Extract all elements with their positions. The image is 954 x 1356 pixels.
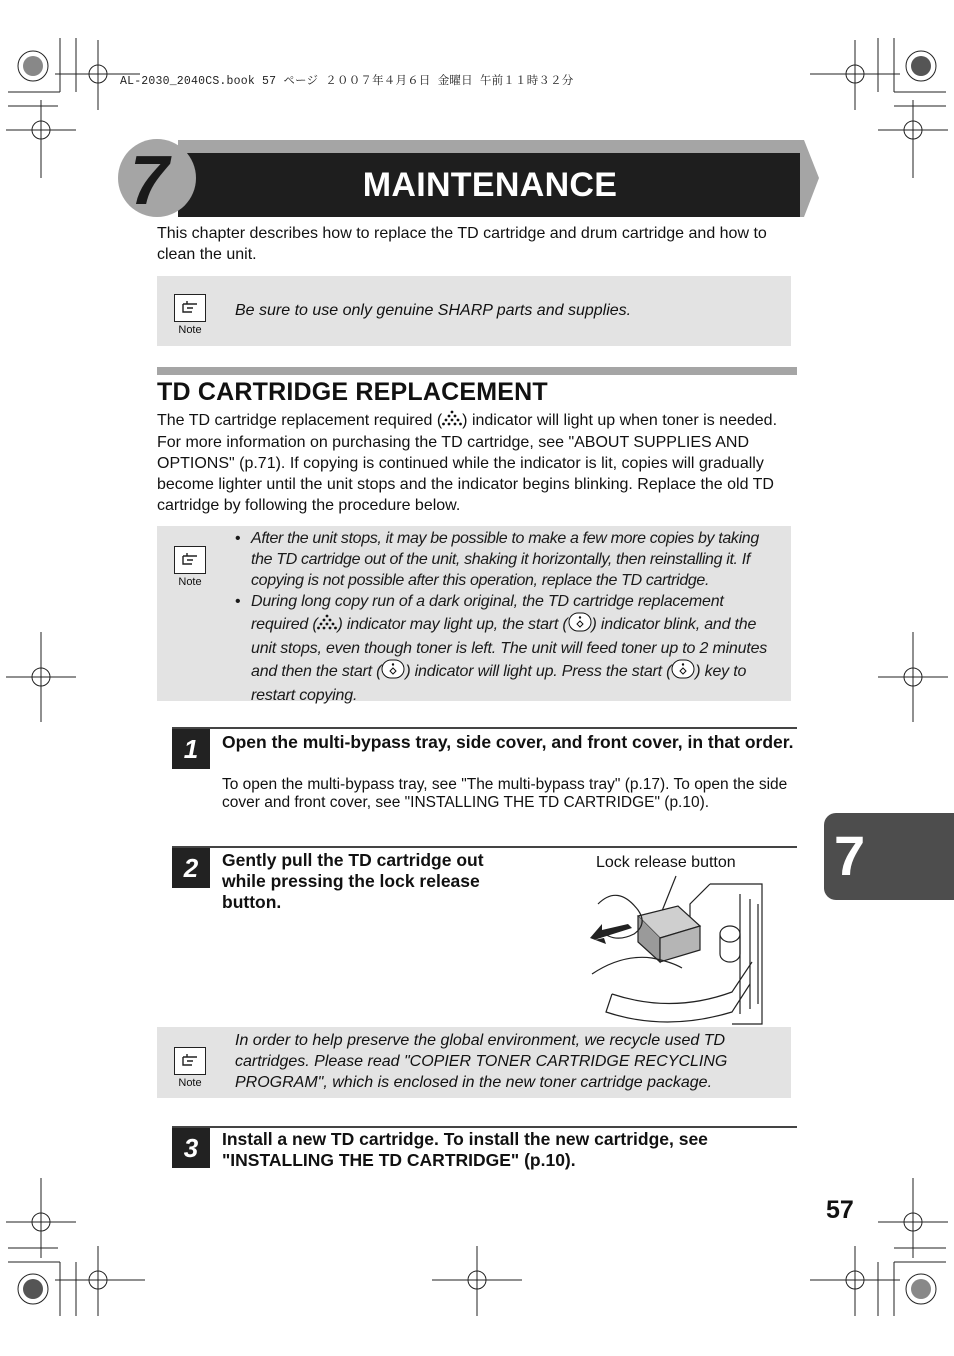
- start-key-icon: [381, 659, 405, 685]
- page-number: 57: [826, 1196, 854, 1224]
- start-key-icon: [568, 612, 592, 638]
- chapter-banner-stripe: [178, 140, 804, 153]
- intro-paragraph: This chapter describes how to replace the TD cartridge and drum cartridge and how to clean the unit.: [157, 225, 767, 263]
- step-1-number: 1: [172, 729, 210, 769]
- step-2-rule: [172, 846, 797, 848]
- chapter-banner-arrow: [800, 140, 820, 217]
- section-paragraph-part2: ) indicator will light up when toner is needed. For more information on purchasing the TD cartridge, see "ABOUT SUPPLIES AND OPTIONS" (p.71). If copying is continued while the indicator is lit, copies will gradually become lighter until the unit stops and the indicator begins blinking. Replace the old TD cartridge by following the procedure below.: [157, 412, 778, 514]
- section-paragraph-part1: The TD cartridge replacement required (: [157, 412, 443, 430]
- note-bullet-1: • After the unit stops, it may be possible to make a few more copies by taking the TD cartridge out of the unit, shaking it horizontally, then reinstalling it. If copying is not possible after this operation, replace the TD cartridge.: [235, 528, 783, 591]
- note-bullet-2-part-d: ) indicator will light up. Press the start (: [405, 663, 672, 681]
- section-title: TD CARTRIDGE REPLACEMENT: [157, 378, 548, 406]
- toner-indicator-icon: [442, 410, 462, 432]
- start-key-icon: [671, 659, 695, 685]
- section-rule: [157, 367, 797, 375]
- note-icon: [173, 294, 207, 336]
- note-box-recycling: [157, 1027, 791, 1098]
- print-header: AL-2030_2040CS.book 57 ページ ２００７年４月６日 金曜日 午前１１時３２分: [120, 75, 574, 88]
- step-3-heading: Install a new TD cartridge. To install the new cartridge, see "INSTALLING THE TD CARTRIDGE" (p.10).: [222, 1129, 708, 1170]
- note-icon: [173, 1047, 207, 1089]
- note-recycling-text: In order to help preserve the global environment, we recycle used TD cartridges. Please read "COPIER TONER CARTRIDGE RECYCLING PROGRAM", which is enclosed in the new toner cartridge package.: [235, 1032, 728, 1091]
- note-label: Note: [178, 324, 202, 336]
- note-bullet-2-part-a: During long copy run of a dark original, the TD cartridge replacement required (: [251, 593, 724, 634]
- pointing-hand-icon: [174, 294, 206, 322]
- step-2-heading: Gently pull the TD cartridge out while pressing the lock release button.: [222, 850, 484, 912]
- step-3-rule: [172, 1126, 797, 1128]
- note-genuine-parts-text: Be sure to use only genuine SHARP parts and supplies.: [235, 302, 632, 319]
- lock-release-button-label: Lock release button: [596, 854, 736, 871]
- toner-indicator-icon: [317, 614, 337, 636]
- note-bullet-2: [235, 591, 783, 706]
- chapter-number: 7: [130, 141, 169, 219]
- note-box-genuine-parts: [157, 276, 791, 346]
- note-bullet-2-part-e: ) key to restart copying.: [251, 663, 747, 704]
- chapter-title: MAINTENANCE: [362, 166, 618, 204]
- step-2-number: 2: [172, 848, 210, 888]
- note-label: Note: [178, 576, 202, 588]
- note-label: Note: [178, 1077, 202, 1089]
- step-1-rule: [172, 727, 797, 729]
- note-bullet-list: [235, 528, 783, 706]
- step-1-heading: Open the multi-bypass tray, side cover, and front cover, in that order.: [222, 732, 794, 752]
- chapter-side-tab-number: 7: [834, 824, 866, 887]
- pointing-hand-icon: [174, 546, 206, 574]
- step-3-number: 3: [172, 1128, 210, 1168]
- note-bullet-2-part-b: ) indicator may light up, the start (: [337, 616, 568, 634]
- note-icon: [173, 546, 207, 588]
- pointing-hand-icon: [174, 1047, 206, 1075]
- step-1-body: To open the multi-bypass tray, see "The multi-bypass tray" (p.17). To open the side cover and front cover, see "INSTALLING THE TD CARTRIDGE" (p.10).: [222, 776, 788, 811]
- section-paragraph: [157, 410, 793, 516]
- note-box-copy-tips: [157, 526, 791, 704]
- td-cartridge-removal-illustration: [590, 874, 774, 1026]
- note-bullet-2-part-c: ) indicator blink, and the unit stops, even though toner is left. The unit will feed toner up to 2 minutes and then the start (: [251, 616, 768, 681]
